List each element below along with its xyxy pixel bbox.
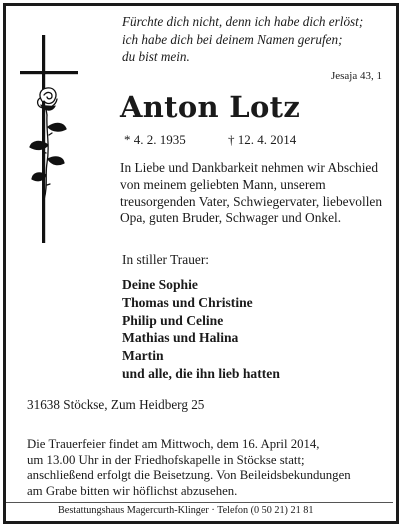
- mourner-name: Mathias und Halina: [122, 330, 239, 346]
- verse-line: du bist mein.: [122, 49, 190, 65]
- family-address: 31638 Stöckse, Zum Heidberg 25: [27, 397, 205, 412]
- farewell-line: Opa, guten Bruder, Schwager und Onkel.: [120, 210, 342, 226]
- funeral-line: am Grabe bitten wir höflichst abzusehen.: [27, 483, 238, 498]
- birth-date: * 4. 2. 1935: [124, 132, 186, 147]
- verse-reference: Jesaja 43, 1: [330, 70, 382, 82]
- funeral-details: [27, 437, 377, 499]
- farewell-line: treusorgenden Vater, Schwiegervater, liebevollen: [120, 193, 383, 209]
- mourner-name: Philip und Celine: [122, 312, 224, 328]
- mourner-name: Martin: [122, 348, 164, 364]
- rose-icon: [30, 88, 66, 200]
- farewell-line: In Liebe und Dankbarkeit nehmen wir Abschied: [120, 160, 379, 175]
- mourner-name: und alle, die ihn lieb hatten: [122, 365, 280, 381]
- mourning-label: In stiller Trauer:: [122, 252, 210, 267]
- deceased-name: Anton Lotz: [120, 90, 301, 124]
- verse-line: ich habe dich bei deinem Namen gerufen;: [122, 31, 343, 47]
- bible-verse: [122, 13, 382, 66]
- cross-icon: [20, 35, 100, 245]
- funeral-line: Die Trauerfeier findet am Mittwoch, dem 16. April 2014,: [27, 437, 320, 451]
- funeral-home-footer: Bestattungshaus Magercurth-Klinger · Telefon (0 50 21) 21 81: [58, 505, 314, 516]
- mourner-name: Deine Sophie: [122, 277, 198, 292]
- farewell-line: von meinem geliebten Mann, unserem: [120, 176, 326, 192]
- verse-line: Fürchte dich nicht, denn ich habe dich erlöst;: [122, 14, 364, 29]
- death-date: † 12. 4. 2014: [228, 132, 297, 147]
- funeral-line: anschließend erfolgt die Beisetzung. Von Beileidsbekundungen: [27, 468, 351, 483]
- footer-divider: [6, 502, 393, 503]
- farewell-text: [120, 160, 382, 227]
- funeral-line: um 13.00 Uhr in der Friedhofskapelle in Stöckse statt;: [27, 452, 305, 467]
- mourners-list: [122, 276, 280, 383]
- cross-with-rose: [20, 35, 100, 249]
- mourner-name: Thomas und Christine: [122, 294, 253, 310]
